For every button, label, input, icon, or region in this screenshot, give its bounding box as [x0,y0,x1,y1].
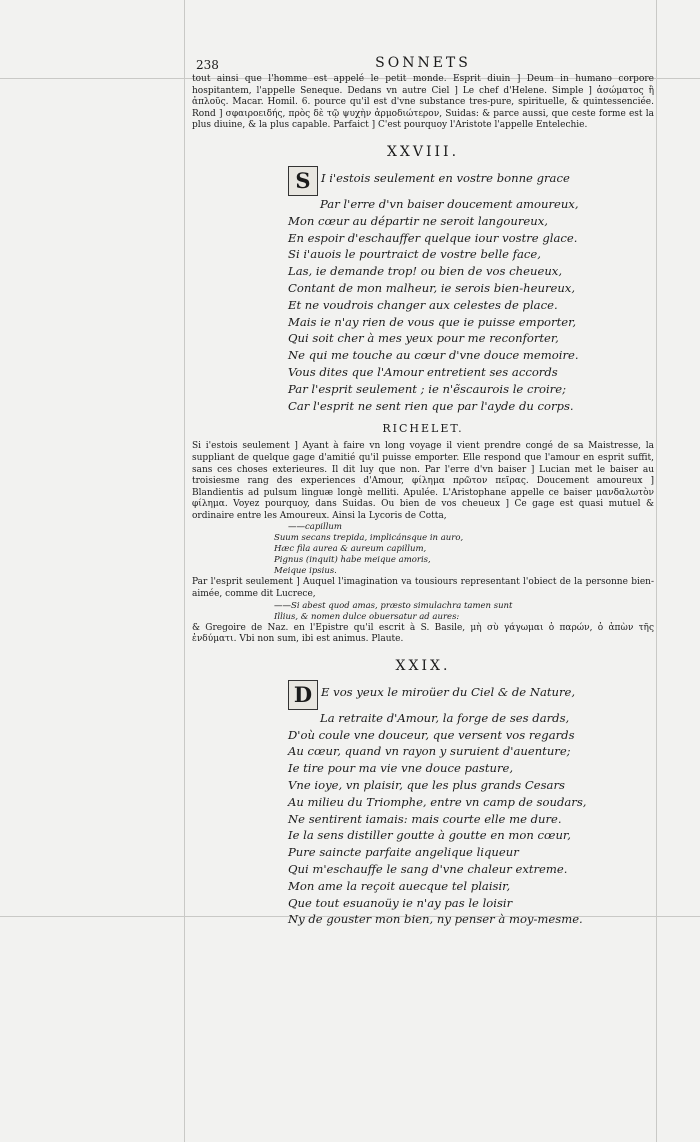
verse-line: En espoir d'eschauffer quelque iour vostre glace. [288,230,578,245]
top-commentary: tout ainsi que l'homme est appelé le petit monde. Esprit diuin ] Deum in humano corpore hospitantem, l'appelle Seneque. Dedans vn autre Ciel ] Le chef d'Helene. Simple ] ἀσώματος ἢ ἀπλοῦς. Macar. Homil. 6. pource qu'il est d'vne substance tres-pure, spirituelle, & quintessenciée. Rond ] σφαιροειδής, πρὸς δὲ τῷ ψυχὴν ἁρμοδιώτερον, Suidas: & parce aussi, que ceste forme est la plus diuine, & la plus capable. Parfaict ] C'est pourquoy l'Aristote l'appelle Entelechie. [192,74,654,131]
verse-line: Si i'auois le pourtraict de vostre belle face, [288,247,541,262]
verse-line: Et ne voudrois changer aux celestes de place. [288,297,558,312]
quote-line: ——capillum [288,522,342,533]
verse-line: Las, ie demande trop! ou bien de vos cheueux, [288,264,563,279]
commentary-paragraph: & Gregoire de Naz. en l'Epistre qu'il escrit à S. Basile, μὴ σὺ γάγωμαι ὁ παρών, ὁ ἀπὼν τῆς ἐνδύματι. Vbi non sum, ibi est animus. Plaute. [192,622,654,645]
page-number: 238 [196,58,219,72]
sonnet-28-number: XXVIII. [386,143,460,160]
verse-line: Vous dites que l'Amour entretient ses accords [288,364,558,379]
verse-line: Mon cœur au départir ne seroit langoureux, [288,213,548,228]
verse-line: Que tout esuanoüy ie n'ay pas le loisir [288,895,513,910]
verse-line: D E vos yeux le miroüer du Ciel & de Nature, [192,680,654,710]
verse-line: Ie la sens distiller goutte à goutte en mon cœur, [288,828,571,843]
verse-line: Qui soit cher à mes yeux pour me reconforter, [288,331,559,346]
verse-line: Ie tire pour ma vie vne douce pasture, [288,761,514,776]
running-header [192,52,654,74]
verse-line: La retraite d'Amour, la forge de ses dards, [320,710,570,725]
page-edge-line [656,0,657,1142]
drop-cap: S [288,166,318,196]
verse-line: S I i'estois seulement en vostre bonne grace [192,166,654,196]
verse-line: Qui m'eschauffe le sang d'vne chaleur extreme. [288,862,568,877]
verse-line: Mais ie n'ay rien de vous que ie puisse emporter, [288,314,577,329]
verse-line: Ne sentirent iamais: mais courte elle me dure. [288,811,562,826]
verse-line: Pure saincte parfaite angelique liqueur [288,845,519,860]
book-page [192,52,654,928]
sonnet-29-number: XXIX. [395,657,451,674]
quote-line: Pignus (inquit) habe meique amoris, [274,555,431,566]
sonnet-29 [192,680,654,928]
verse-line: Par l'erre d'vn baiser doucement amoureux, [320,196,579,211]
quote-line: ——Si abest quod amas, præsto simulachra tamen sunt [274,600,513,611]
verse-line: Par l'esprit seulement ; ie n'ẽscaurois le croire; [288,381,566,396]
commentary-heading: RICHELET. [382,422,464,436]
quote-line: Hæc fila aurea & aureum capillum, [274,544,427,555]
verse-line: Vne ioye, vn plaisir, que les plus grands Cesars [288,778,565,793]
page-gutter-line [184,0,185,1142]
verse-line: Contant de mon malheur, ie serois bien-heureux, [288,280,576,295]
verse-line: Au cœur, quand vn rayon y suruient d'auenture; [288,744,571,759]
verse-line: D'où coule vne douceur, que versent vos regards [288,727,575,742]
verse-line: Ne qui me touche au cœur d'vne douce memoire. [288,348,579,363]
quote-line: Meique ipsius. [274,566,337,577]
verse-line: Mon ame la reçoit auecque tel plaisir, [288,878,511,893]
sonnet-28 [192,166,654,414]
quote-line: Illius, & nomen dulce obuersatur ad aures: [274,611,460,622]
quote-line: Suum secans trepida, implicánsque in auro, [274,533,464,544]
verse-line: Au milieu du Triomphe, entre vn camp de soudars, [288,794,587,809]
commentary-paragraph: Par l'esprit seulement ] Auquel l'imagination va tousiours representant l'obiect de la personne bien-aimée, comme dit Lucrece, [192,577,654,600]
running-title: SONNETS [375,55,471,71]
commentary-paragraph: Si i'estois seulement ] Ayant à faire vn long voyage il vient prendre congé de sa Maistresse, la suppliant de quelque gage d'amitié qu'il puisse emporter. Elle respond que l'amour en esprit suffit, sans ces choses exterieures. Il dit luy que non. Par l'erre d'vn baiser ] Lucian met le baiser au troisiesme rang des experiences d'Amour, φίλημα πρῶτον πεῖρας. Doucement amoureux ] Blandientis ad pulsum linguæ longè melliti. Apulée. L'Aristophane appelle ce baiser μανδαλωτὸν φίλημα. Voyez pourquoy, dans Suidas. Ou bien de vos cheueux ] Ce gage est quasi mutuel & ordinaire entre les Amoureux. Ainsi la Lycoris de Cotta, [192,441,654,521]
verse-line: Ny de gouster mon bien, ny penser à moy-mesme. [288,912,583,927]
latin-quote [192,522,654,577]
drop-cap: D [288,680,318,710]
verse-line: Car l'esprit ne sent rien que par l'ayde du corps. [288,398,574,413]
latin-quote [192,601,654,623]
